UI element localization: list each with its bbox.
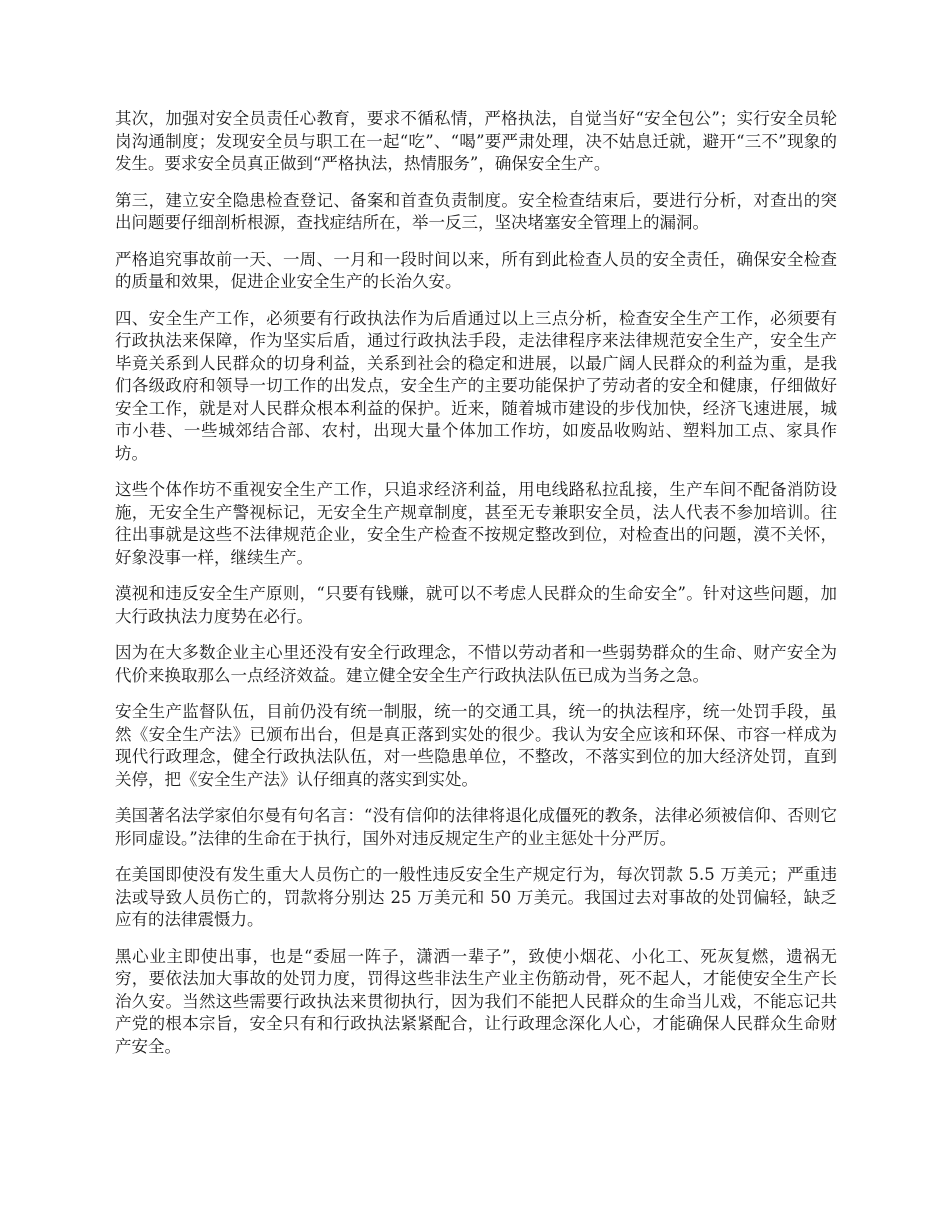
paragraph: 因为在大多数企业主心里还没有安全行政理念，不惜以劳动者和一些弱势群众的生命、财产安全为代价来换取那么一点经济效益。建立健全安全生产行政执法队伍已成为当务之急。 <box>115 643 837 685</box>
document-body <box>115 108 837 1072</box>
paragraph: 安全生产监督队伍，目前仍没有统一制服，统一的交通工具，统一的执法程序，统一处罚手段，虽然《安全生产法》已颁布出台，但是真正落到实处的很少。我认为安全应该和环保、市容一样成为现代行政理念，健全行政执法队伍，对一些隐患单位，不整改，不落实到位的加大经济处罚，直到关停，把《安全生产法》认仔细真的落实到实处。 <box>115 702 837 789</box>
paragraph: 美国著名法学家伯尔曼有句名言：“没有信仰的法律将退化成僵死的教条，法律必须被信仰、否则它形同虚设。”法律的生命在于执行，国外对违反规定生产的业主惩处十分严厉。 <box>115 806 837 848</box>
paragraph: 其次，加强对安全员责任心教育，要求不循私情，严格执法，自觉当好“安全包公”；实行安全员轮岗沟通制度；发现安全员与职工在一起“吃”、“喝”要严肃处理，决不姑息迁就，避开“三不”现象的发生。要求安全员真正做到“严格执法，热情服务”，确保安全生产。 <box>115 109 837 173</box>
paragraph: 在美国即使没有发生重大人员伤亡的一般性违反安全生产规定行为，每次罚款 5.5 万美元；严重违法或导致人员伤亡的，罚款将分别达 25 万美元和 50 万美元。我国过去对事故的处罚偏轻，缺乏应有的法律震慑力。 <box>115 865 837 929</box>
paragraph: 第三，建立安全隐患检查登记、备案和首查负责制度。安全检查结束后，要进行分析，对查出的突出问题要仔细剖析根源，查找症结所在，举一反三，坚决堵塞安全管理上的漏洞。 <box>115 190 837 232</box>
paragraph: 四、安全生产工作，必须要有行政执法作为后盾通过以上三点分析，检查安全生产工作，必须要有行政执法来保障，作为坚实后盾，通过行政执法手段，走法律程序来法律规范安全生产，安全生产毕竟关系到人民群众的切身利益，关系到社会的稳定和进展，以最广阔人民群众的利益为重，是我们各级政府和领导一切工作的出发点，安全生产的主要功能保护了劳动者的安全和健康，仔细做好安全工作，就是对人民群众根本利益的保护。近来，随着城市建设的步伐加快，经济飞速进展，城市小巷、一些城郊结合部、农村，出现大量个体加工作坊，如废品收购站、塑料加工点、家具作坊。 <box>115 308 837 463</box>
paragraph: 这些个体作坊不重视安全生产工作，只追求经济利益，用电线路私拉乱接，生产车间不配备消防设施，无安全生产警视标记，无安全生产规章制度，甚至无专兼职安全员，法人代表不参加培训。往往出事就是这些不法律规范企业，安全生产检查不按规定整改到位，对检查出的问题，漠不关怀，好象没事一样，继续生产。 <box>115 480 837 567</box>
paragraph: 黑心业主即使出事，也是“委屈一阵子，潇洒一辈子”，致使小烟花、小化工、死灰复燃，遗祸无穷，要依法加大事故的处罚力度，罚得这些非法生产业主伤筋动骨，死不起人，才能使安全生产长治久安。当然这些需要行政执法来贯彻执行，因为我们不能把人民群众的生命当儿戏，不能忘记共产党的根本宗旨，安全只有和行政执法紧紧配合，让行政理念深化人心，才能确保人民群众生命财产安全。 <box>115 946 837 1056</box>
paragraph: 漠视和违反安全生产原则，“只要有钱赚，就可以不考虑人民群众的生命安全”。针对这些问题，加大行政执法力度势在必行。 <box>115 584 837 626</box>
paragraph: 严格追究事故前一天、一周、一月和一段时间以来，所有到此检查人员的安全责任，确保安全检查的质量和效果，促进企业安全生产的长治久安。 <box>115 249 837 291</box>
